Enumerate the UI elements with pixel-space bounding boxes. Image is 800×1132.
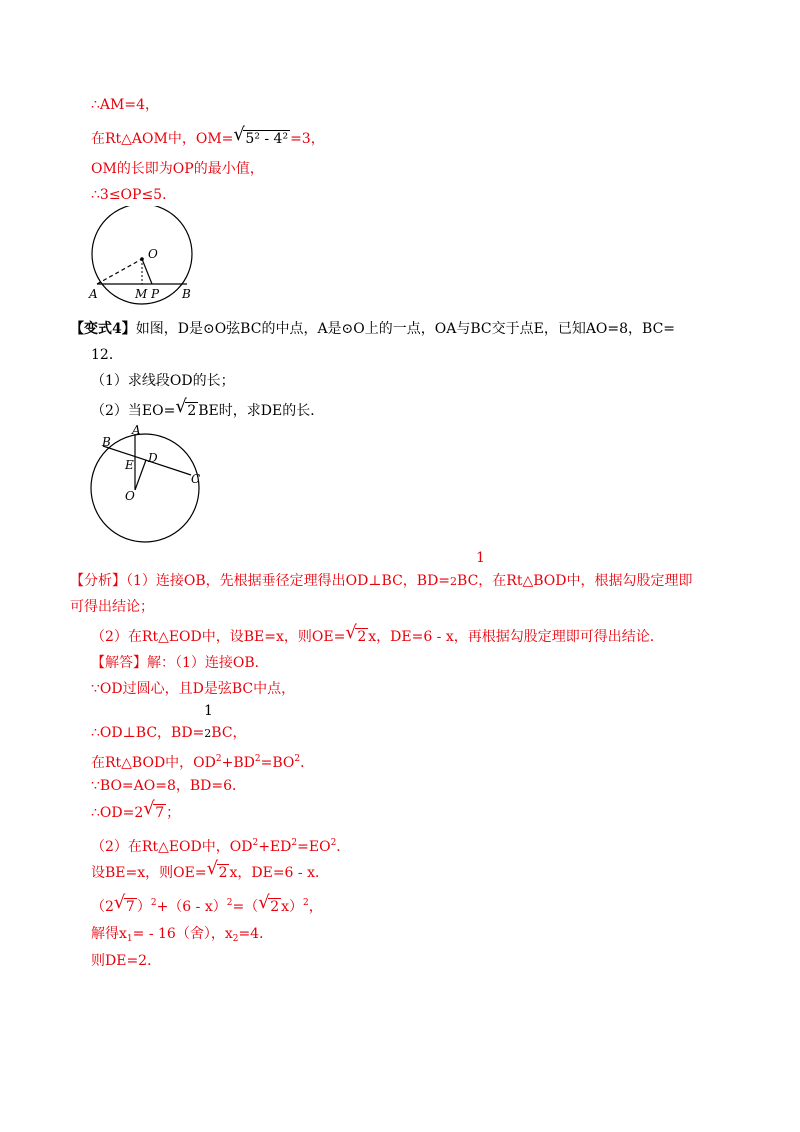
label-c2: C	[191, 472, 201, 486]
radical-2b: √ 2	[345, 622, 367, 645]
question-2-tail: BE时，求DE的长．	[198, 403, 325, 419]
step-am: ∴AM=4，	[91, 97, 159, 113]
label-m: M	[135, 287, 148, 301]
step-om-text: 在Rt△AOM中，OM=	[91, 131, 234, 147]
frac-den: 2	[450, 575, 458, 588]
label-e2: E	[125, 458, 134, 472]
radical-2: √ 2	[175, 396, 197, 419]
step-om-result: =3，	[290, 131, 325, 147]
radical-7: √ 7	[143, 798, 165, 821]
solution-line-5: ∵BO=AO=8，BD=6．	[91, 778, 247, 794]
solution-line-4: 在Rt△BOD中，$OD^2+BD^2=BO^2$．	[91, 754, 315, 771]
step-om	[91, 124, 325, 148]
analysis-line-2: 可得出结论；	[70, 599, 154, 615]
label-o2: O	[125, 489, 135, 503]
variant-tag: 【变式4】	[70, 321, 136, 337]
solution-line-2: ∵OD过圆心，且D是弦BC中点，	[91, 681, 296, 697]
question-2	[91, 396, 325, 420]
analysis-line-1	[70, 572, 693, 591]
radical-7b: √ 7	[113, 892, 135, 915]
label-o: O	[148, 247, 158, 261]
step-min: OM的长即为OP的最小值，	[91, 161, 264, 177]
analysis-text-3: （2）在Rt△EOD中，设BE=x，则OE=	[91, 629, 346, 645]
radical-2c: √ 2	[206, 858, 228, 881]
solution-line-1: 【解答】解：（1）连接OB．	[91, 655, 269, 671]
solution-frac	[204, 703, 213, 719]
radical-2d: √ 2	[258, 892, 280, 915]
analysis-frac	[476, 550, 485, 566]
solution-text-3b: BC，	[211, 725, 247, 741]
solution-text-3: ∴OD⊥BC，BD=	[91, 725, 205, 741]
analysis-text-3b: x，DE=6 - x，再根据勾股定理即可得出结论．	[368, 629, 664, 645]
analysis-line-3	[91, 622, 664, 646]
label-b: B	[182, 287, 191, 301]
solution-line-7: （2）在Rt△EOD中，$OD^2+ED^2=EO^2$．	[91, 838, 351, 855]
label-a2: A	[132, 423, 141, 437]
question-1: （1）求线段OD的长；	[91, 373, 235, 389]
radical-5-4: √ 5² - 4²	[233, 124, 289, 147]
solution-line-11: 则DE=2．	[91, 953, 162, 969]
question-2-text: （2）当EO=	[91, 403, 176, 419]
label-p: P	[151, 287, 160, 301]
step-range: ∴3≤OP≤5．	[91, 187, 177, 203]
solution-line-9: （2 √ 7 ）$^2$+（6 - x）$^2$=（ √ 2 x）$^2$，	[91, 892, 323, 915]
variant-text: 如图，D是⊙O弦BC的中点，A是⊙O上的一点，OA与BC交于点E，已知AO=8，BC=	[135, 321, 676, 337]
solution-line-6: ∴OD=2 √ 7 ；	[91, 798, 181, 821]
label-a: A	[89, 287, 98, 301]
solution-line-3	[91, 724, 247, 743]
figure-circle-2	[88, 422, 210, 544]
variant-statement	[70, 320, 675, 338]
frac-den-2: 2	[204, 727, 212, 740]
analysis-text-1: 【分析】（1）连接OB，先根据垂径定理得出OD⊥BC，BD=	[70, 573, 451, 589]
frac-num-2: 1	[204, 703, 213, 719]
solution-line-10: 解得$x_1= - 16$（舍），$x_2=4$．	[91, 926, 274, 944]
frac-num: 1	[476, 550, 485, 566]
variant-statement-cont: 12．	[91, 347, 123, 363]
figure-circle-1	[85, 206, 205, 306]
label-d2: D	[148, 451, 158, 465]
solution-line-8: 设BE=x，则OE= √ 2 x，DE=6 - x．	[91, 858, 329, 881]
analysis-text-1b: BC，在Rt△BOD中，根据勾股定理即	[457, 573, 693, 589]
label-b2: B	[102, 435, 111, 449]
